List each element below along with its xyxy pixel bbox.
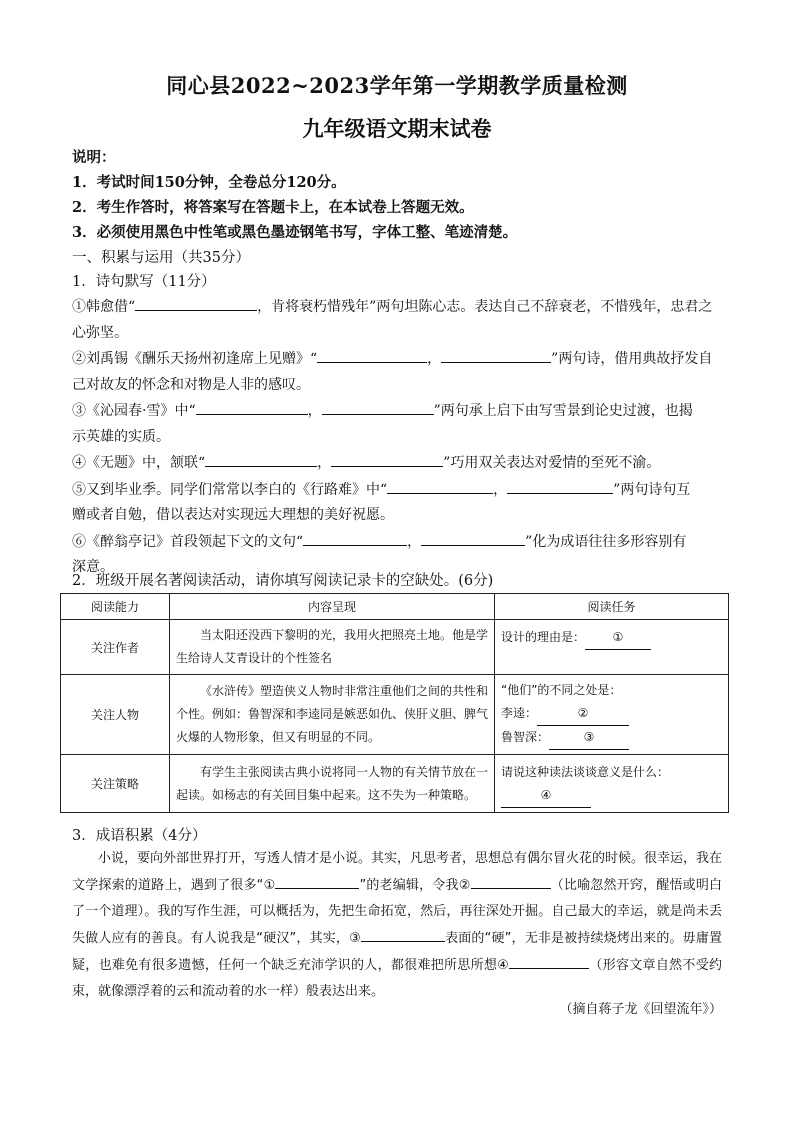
q1-item-6: ⑥《醉翁亭记》首段领起下文的文句“ ， ”化为成语往往多形容别有 深意。 — [72, 529, 728, 581]
q1-body — [72, 294, 728, 581]
q1-item-1: ①韩愈借“ ，肯将衰朽惜残年”两句坦陈心志。表达自己不辞衰老，不惜残年，忠君之 心弥坚。 — [72, 294, 728, 346]
q1-item-3: ③《沁园春·雪》中“ ， ”两句承上启下由写雪景到论史过渡，也揭 示英雄的实质。 — [72, 398, 728, 450]
passage-source: （摘自蒋子龙《回望流年》） — [559, 1002, 722, 1017]
answer-blank[interactable] — [135, 294, 257, 311]
answer-blank[interactable] — [361, 925, 445, 942]
q2-heading: 2．班级开展名著阅读活动，请你填写阅读记录卡的空缺处。(6分) — [72, 573, 494, 589]
answer-blank[interactable] — [322, 398, 434, 415]
answer-blank[interactable]: ④ — [501, 784, 591, 808]
q1-heading: 1．诗句默写（11分） — [72, 274, 216, 290]
answer-blank[interactable] — [387, 477, 493, 494]
q3-heading: 3．成语积累（4分） — [72, 828, 207, 844]
task-cell: 设计的理由是： ① — [495, 620, 729, 675]
content-cell: 当太阳还没西下黎明的光，我用火把照亮土地。他是学生给诗人艾青设计的个性签名 — [170, 620, 495, 675]
section1-heading: 一、积累与运用（共35分） — [72, 250, 250, 266]
answer-blank[interactable] — [507, 477, 613, 494]
answer-blank[interactable] — [205, 450, 317, 467]
answer-blank[interactable] — [317, 346, 427, 363]
answer-blank[interactable]: ② — [537, 702, 629, 726]
note-item-1: 1．考试时间150分钟，全卷总分120分。 — [72, 174, 346, 191]
notes-heading: 说明： — [72, 149, 116, 166]
answer-blank[interactable] — [421, 529, 525, 546]
answer-blank[interactable] — [331, 450, 443, 467]
table-row — [61, 620, 729, 675]
column-header: 阅读任务 — [495, 594, 729, 620]
table-row — [61, 675, 729, 755]
answer-blank[interactable] — [441, 346, 551, 363]
table-row — [61, 755, 729, 813]
content-cell: 有学生主张阅读古典小说将同一人物的有关情节放在一起读。如杨志的有关回目集中起来。这不失为一种策略。 — [170, 755, 495, 813]
exam-title: 同心县2022~2023学年第一学期教学质量检测 — [166, 73, 628, 98]
column-header: 阅读能力 — [61, 594, 170, 620]
note-item-3: 3．必须使用黑色中性笔或黑色墨迹钢笔书写，字体工整、笔迹清楚。 — [72, 224, 518, 241]
answer-blank[interactable] — [509, 952, 589, 969]
ability-cell: 关注作者 — [61, 620, 170, 675]
answer-blank[interactable]: ③ — [549, 726, 629, 750]
q1-item-2: ②刘禹锡《酬乐天扬州初逢席上见赠》“ ， ”两句诗，借用典故抒发自 己对故友的怀念和对物是人非的感叹。 — [72, 346, 728, 398]
table-header-row — [61, 594, 729, 620]
ability-cell: 关注人物 — [61, 675, 170, 755]
answer-blank[interactable] — [471, 872, 551, 889]
answer-blank[interactable] — [275, 872, 359, 889]
q3-passage: 小说，要向外部世界打开，写透人情才是小说。其实，凡思考者，思想总有偶尔冒火花的时候。很幸运，我在文学探索的道路上，遇到了很多“① ”的老编辑，令我② （比喻忽然开窍，醒悟或明白了一个道理）。我的写作生涯，可以概括为，先把生命拓宽，然后，再往深处开掘。自己最大的幸运，就是尚未丢失做人应有的善良。有人说我是“硬汉”，其实，③ 表面的“硬”，无非是被持续烧烤出来的。毋庸置疑，也难免有很多遗憾，任何一个缺乏充沛学识的人，都很难把所思所想④ （形容文章自然不受约束，就像漂浮着的云和流动着的水一样）般表达出来。 — [72, 851, 723, 999]
content-cell: 《水浒传》塑造侠义人物时非常注重他们之间的共性和个性。例如：鲁智深和李逵同是嫉恶如仇、侠肝义胆、脾气火爆的人物形象，但又有明显的不同。 — [170, 675, 495, 755]
q1-item-4: ④《无题》中，颔联“ ， ”巧用双关表达对爱情的至死不渝。 — [72, 450, 728, 477]
task-cell: “他们”的不同之处是： 李逵： ② 鲁智深： ③ — [495, 675, 729, 755]
task-cell: 请说这种读法谈谈意义是什么： ④ — [495, 755, 729, 813]
answer-blank[interactable] — [196, 398, 308, 415]
answer-blank[interactable] — [303, 529, 407, 546]
exam-subtitle: 九年级语文期末试卷 — [302, 116, 492, 141]
q1-item-5: ⑤又到毕业季。同学们常常以李白的《行路难》中“ ， ”两句诗句互 赠或者自勉，借以表达对实现远大理想的美好祝愿。 — [72, 477, 728, 529]
ability-cell: 关注策略 — [61, 755, 170, 813]
reading-record-table — [60, 593, 729, 813]
note-item-2: 2．考生作答时，将答案写在答题卡上，在本试卷上答题无效。 — [72, 199, 474, 216]
column-header: 内容呈现 — [170, 594, 495, 620]
answer-blank[interactable]: ① — [585, 626, 651, 650]
